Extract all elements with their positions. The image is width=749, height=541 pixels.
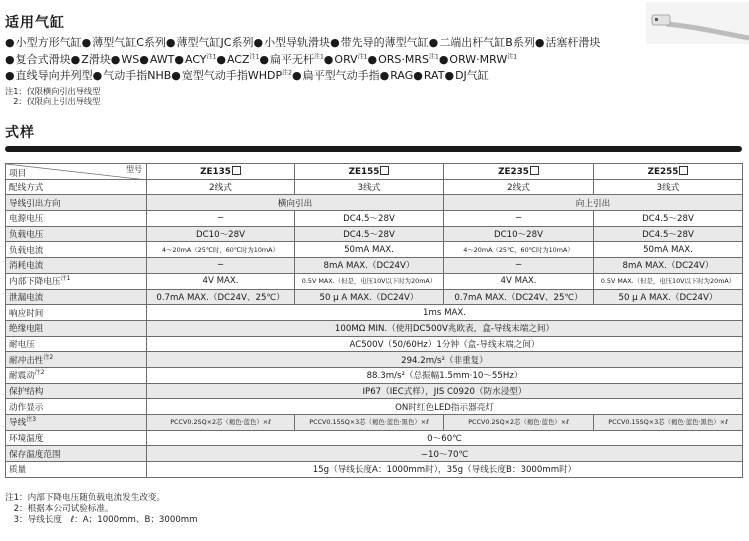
spec-value-cell [147, 179, 295, 195]
spec-value-cell [147, 399, 743, 415]
spec-label-cell [6, 179, 147, 195]
cylinder-item [535, 36, 601, 49]
cylinder-note-ref: 注1 [507, 52, 518, 60]
spec-value: 0.5V MAX.（但是，电压10V以下时为20mA） [301, 277, 437, 286]
cylinder-name: RAT [423, 69, 445, 82]
spec-label: 内部下降电压 [9, 277, 61, 288]
cylinder-name: 薄型气缸JC系列 [176, 36, 254, 49]
spec-label-cell [6, 273, 147, 289]
spec-label: 负载电压 [9, 230, 44, 241]
spec-label: 电源电压 [9, 214, 44, 225]
cylinder-item [439, 53, 517, 66]
applicable-line [5, 52, 705, 69]
spec-value-cell [444, 226, 594, 242]
spec-value-cell [444, 415, 594, 431]
note-line: 3：导线长度 ℓ：A；1000mm、B；3000mm [5, 515, 198, 525]
spec-value: 50mA MAX. [344, 244, 394, 255]
spec-row [6, 336, 743, 352]
spec-value-cell [147, 226, 295, 242]
spec-value-cell [147, 273, 295, 289]
cylinder-note-ref: 注2 [282, 69, 292, 77]
spec-value-cell [594, 273, 743, 289]
note-line: 注1：仅限横向引出导线型 [5, 86, 101, 96]
spec-value: 2线式 [209, 183, 232, 194]
spec-value-cell [147, 258, 295, 274]
spec-row [6, 305, 743, 321]
spec-value-cell [147, 211, 295, 227]
cylinder-name: AWT [149, 52, 175, 66]
cylinder-item [253, 36, 330, 49]
spec-label-note-ref: 注3 [26, 416, 37, 424]
spec-label: 保护结构 [9, 386, 44, 397]
spec-value: 1ms MAX. [423, 307, 466, 318]
spec-label: 耐震动 [9, 371, 35, 382]
spec-value-cell [594, 258, 743, 274]
spec-row [6, 352, 743, 368]
spec-value: 100MΩ MIN.（使用DC500V兆欧表，盒-导线末端之间） [334, 324, 555, 335]
cylinder-name: Z滑块 [81, 52, 111, 66]
spec-value-cell [147, 462, 743, 478]
spec-value: 8mA MAX.（DC24V） [323, 261, 415, 272]
model-name: ZE135 [200, 167, 241, 177]
cylinder-name: 小型导轨滑块 [264, 36, 331, 49]
spec-label-cell [6, 305, 147, 321]
spec-value: 3线式 [357, 183, 381, 194]
spec-value-cell [147, 383, 743, 399]
spec-value: IP67（IEC式样），JIS C0920（防水浸型） [362, 386, 527, 397]
spec-row [6, 367, 743, 383]
spec-value-cell [594, 226, 743, 242]
spec-label-cell [6, 383, 147, 399]
cylinder-item [5, 53, 71, 66]
cylinder-item [444, 69, 488, 82]
spec-label-cell [6, 446, 147, 462]
spec-value: PCCV0.2SQ×2芯（褐色·蓝色）×ℓ [170, 418, 271, 427]
spec-value: 0～60℃ [427, 434, 462, 445]
spec-label: 导线引出方向 [9, 198, 61, 209]
cylinder-name: ORS·MRS [378, 52, 429, 66]
cylinder-item [413, 69, 444, 82]
cylinder-name: DJ气缸 [455, 69, 489, 82]
model-name: ZE255 [648, 167, 689, 177]
spec-row [6, 462, 743, 478]
spec-value: 3线式 [656, 183, 680, 194]
spec-label-cell [6, 336, 147, 352]
spec-row [6, 399, 743, 415]
spec-value-cell [594, 242, 743, 258]
spec-label-note-ref: 注2 [34, 369, 45, 377]
spec-value-cell [295, 258, 444, 274]
spec-label-cell [6, 430, 147, 446]
spec-value-cell [147, 242, 295, 258]
spec-value: 2线式 [507, 183, 530, 194]
header-item-label: 项目 [9, 168, 27, 179]
applicable-line [5, 68, 705, 85]
section-title-spec: 式样 [5, 125, 35, 141]
cylinder-item [5, 36, 82, 49]
spec-value-cell [147, 195, 444, 211]
spec-value-cell [147, 367, 743, 383]
cylinder-note-ref: 注1 [357, 52, 368, 60]
spec-label-cell [6, 195, 147, 211]
applicable-cylinder-list [5, 35, 705, 85]
cylinder-item [429, 36, 535, 49]
cylinder-item [5, 69, 93, 82]
spec-label-cell [6, 462, 147, 478]
spec-header-row [6, 164, 743, 180]
spec-value-cell [295, 179, 444, 195]
spec-label: 配线方式 [9, 183, 44, 194]
spec-label-cell [6, 211, 147, 227]
spec-value-cell [444, 273, 594, 289]
spec-value: − [514, 213, 523, 224]
spec-label: 负载电流 [9, 245, 44, 256]
model-name: ZE235 [498, 167, 539, 177]
spec-value-cell [594, 415, 743, 431]
spec-row [6, 289, 743, 305]
spec-row [6, 258, 743, 274]
cylinder-item [330, 36, 429, 49]
spec-label: 绝缘电阻 [9, 324, 44, 335]
spec-value: − [216, 213, 225, 224]
spec-label-cell [6, 242, 147, 258]
spec-value: 向上引出 [575, 198, 611, 209]
cylinder-name: 活塞杆滑块 [545, 36, 601, 49]
spec-label: 保存温度范围 [9, 449, 61, 460]
cylinder-name: 复合式滑块 [15, 52, 71, 66]
cylinder-name: ACZ [226, 52, 250, 66]
spec-value: 15g（导线长度A：1000mm时），35g（导线长度B：3000mm时） [312, 465, 577, 476]
cylinder-name: 扁平无杆 [269, 52, 314, 66]
spec-value: 50mA MAX. [643, 244, 693, 255]
spec-row [6, 273, 743, 289]
spec-label-cell [6, 289, 147, 305]
spec-value-cell [147, 446, 743, 462]
model-header-2 [295, 164, 444, 180]
spec-label: 消耗电流 [9, 261, 44, 272]
cylinder-item [259, 53, 323, 66]
spec-label-cell [6, 399, 147, 415]
cylinder-item [324, 53, 368, 66]
spec-value-cell [147, 289, 295, 305]
spec-value: 50 μ A MAX.（DC24V） [319, 292, 419, 303]
spec-label: 动作显示 [9, 402, 44, 413]
cylinder-item [139, 53, 174, 66]
spec-row [6, 383, 743, 399]
cylinder-name: ORW·MRW [449, 52, 508, 66]
spec-label: 响应时间 [9, 308, 44, 319]
spec-value: DC4.5～28V [642, 230, 694, 241]
spec-value: 4V MAX. [500, 276, 537, 287]
spec-value-cell [295, 289, 444, 305]
spec-value-cell [444, 179, 594, 195]
spec-value-cell [295, 415, 444, 431]
spec-value-cell [444, 258, 594, 274]
spec-row [6, 211, 743, 227]
spec-label: 耐冲击性 [9, 355, 44, 366]
spec-value: 0.5V MAX.（但是，电压10V以下时为20mA） [600, 277, 736, 286]
cylinder-item [82, 36, 166, 49]
cylinder-item [292, 69, 380, 82]
spec-row [6, 242, 743, 258]
spec-value: 4V MAX. [202, 276, 239, 287]
spec-value-cell [295, 226, 444, 242]
spec-value: 0.7mA MAX.（DC24V、25℃） [156, 292, 285, 303]
cylinder-name: 小型方形气缸 [15, 36, 82, 49]
spec-label-note-ref: 注2 [43, 353, 54, 361]
spec-value-cell [295, 211, 444, 227]
spec-value-cell [444, 211, 594, 227]
spec-table [5, 163, 743, 478]
cylinder-name: 二端出杆气缸B系列 [439, 36, 535, 49]
spec-value: PCCV0.2SQ×2芯（褐色·蓝色）×ℓ [468, 418, 569, 427]
spec-label: 环境温度 [9, 434, 44, 445]
cylinder-name: 直线导向并列型 [15, 69, 93, 82]
spec-row [6, 446, 743, 462]
spec-value: 294.2m/s²（非重复） [401, 355, 488, 366]
note-line: 2：根据本公司试验标准。 [5, 504, 114, 514]
cylinder-note-ref: 注1 [249, 52, 260, 60]
cylinder-name: 带先导的薄型气缸 [340, 36, 429, 49]
spec-label-cell [6, 226, 147, 242]
spec-value: DC4.5～28V [343, 230, 395, 241]
spec-value-cell [147, 415, 295, 431]
spec-label-cell [6, 258, 147, 274]
cylinder-item [93, 69, 172, 82]
spec-value-cell [295, 273, 444, 289]
spec-value: AC500V（50/60Hz）1分钟（盒-导线末端之间） [349, 339, 540, 350]
spec-value-cell [444, 195, 743, 211]
cylinder-item [111, 53, 139, 66]
spec-label-cell [6, 320, 147, 336]
spec-label: 导线 [9, 418, 27, 429]
header-item-model-cell [6, 164, 147, 180]
spec-value: 50 μ A MAX.（DC24V） [618, 292, 718, 303]
spec-value: DC10～28V [494, 230, 543, 241]
spec-notes [5, 493, 198, 526]
spec-row [6, 415, 743, 431]
spec-label-cell [6, 415, 147, 431]
model-header-1 [147, 164, 295, 180]
spec-value: ON时红色LED指示器亮灯 [395, 402, 494, 413]
spec-value-cell [147, 320, 743, 336]
spec-value-cell [444, 242, 594, 258]
spec-value: PCCV0.15SQ×3芯（褐色·蓝色·黑色）×ℓ [608, 418, 728, 427]
cylinder-name: ACY [184, 52, 207, 66]
spec-value: 横向引出 [277, 198, 313, 209]
spec-label-cell [6, 352, 147, 368]
spec-row [6, 320, 743, 336]
cylinder-name: ORV [334, 52, 358, 66]
cylinder-item [171, 69, 292, 82]
spec-label: 泄漏电流 [9, 292, 44, 303]
spec-row [6, 195, 743, 211]
section-title-applicable: 适用气缸 [5, 15, 65, 31]
cylinder-item [216, 53, 259, 66]
spec-value-cell [295, 242, 444, 258]
cylinder-item [174, 53, 216, 66]
spec-value: −10～70℃ [420, 449, 469, 460]
model-name: ZE155 [349, 167, 390, 177]
spec-row [6, 226, 743, 242]
spec-value: 4～20mA（25℃时，60℃时为10mA） [162, 245, 279, 254]
spec-value: DC4.5～28V [642, 214, 694, 225]
spec-value: − [216, 260, 225, 271]
spec-label-cell [6, 367, 147, 383]
cylinder-name: RAG [390, 69, 414, 82]
cylinder-item [166, 36, 254, 49]
applicable-notes [5, 86, 100, 106]
model-header-3 [444, 164, 594, 180]
cylinder-note-ref: 注1 [313, 52, 324, 60]
spec-value: 4～20mA（25℃，60℃时为10mA） [463, 245, 574, 254]
spec-value-cell [147, 305, 743, 321]
spec-label: 耐电压 [9, 339, 35, 350]
note-line: 注1：内部下降电压随负载电流发生改变。 [5, 493, 166, 503]
spec-label: 质量 [9, 465, 27, 476]
section-divider [5, 146, 742, 152]
cylinder-name: 扁平型气动手指 [302, 69, 380, 82]
spec-value-cell [147, 336, 743, 352]
spec-row [6, 179, 743, 195]
spec-row [6, 430, 743, 446]
spec-value: PCCV0.15SQ×3芯（褐色·蓝色·黑色）×ℓ [309, 418, 429, 427]
applicable-line [5, 35, 705, 52]
cylinder-name: WS [121, 52, 140, 66]
spec-value: 8mA MAX.（DC24V） [622, 261, 714, 272]
model-header-4 [594, 164, 743, 180]
spec-value: DC4.5～28V [343, 214, 395, 225]
cylinder-note-ref: 注1 [428, 52, 439, 60]
spec-value-cell [444, 289, 594, 305]
spec-value: − [514, 260, 523, 271]
spec-value-cell [594, 289, 743, 305]
spec-value: 88.3m/s²（总振幅1.5mm·10～55Hz） [366, 371, 523, 382]
cylinder-name: 薄型气缸C系列 [92, 36, 166, 49]
spec-value-cell [594, 179, 743, 195]
spec-value: DC10～28V [196, 230, 245, 241]
cylinder-name: 气动手指NHB [103, 69, 172, 82]
cylinder-item [380, 69, 414, 82]
spec-label-note-ref: 注1 [60, 275, 71, 283]
cylinder-name: 宽型气动手指WHDP [181, 69, 283, 82]
cylinder-item [367, 53, 438, 66]
spec-value: 0.7mA MAX.（DC24V、25℃） [454, 292, 583, 303]
note-line: 2：仅限向上引出导线型 [5, 96, 101, 106]
spec-value-cell [147, 430, 743, 446]
cylinder-item [71, 53, 111, 66]
cylinder-note-ref: 注1 [206, 52, 217, 60]
header-model-label: 型号 [126, 165, 142, 174]
spec-value-cell [594, 211, 743, 227]
spec-value-cell [147, 352, 743, 368]
